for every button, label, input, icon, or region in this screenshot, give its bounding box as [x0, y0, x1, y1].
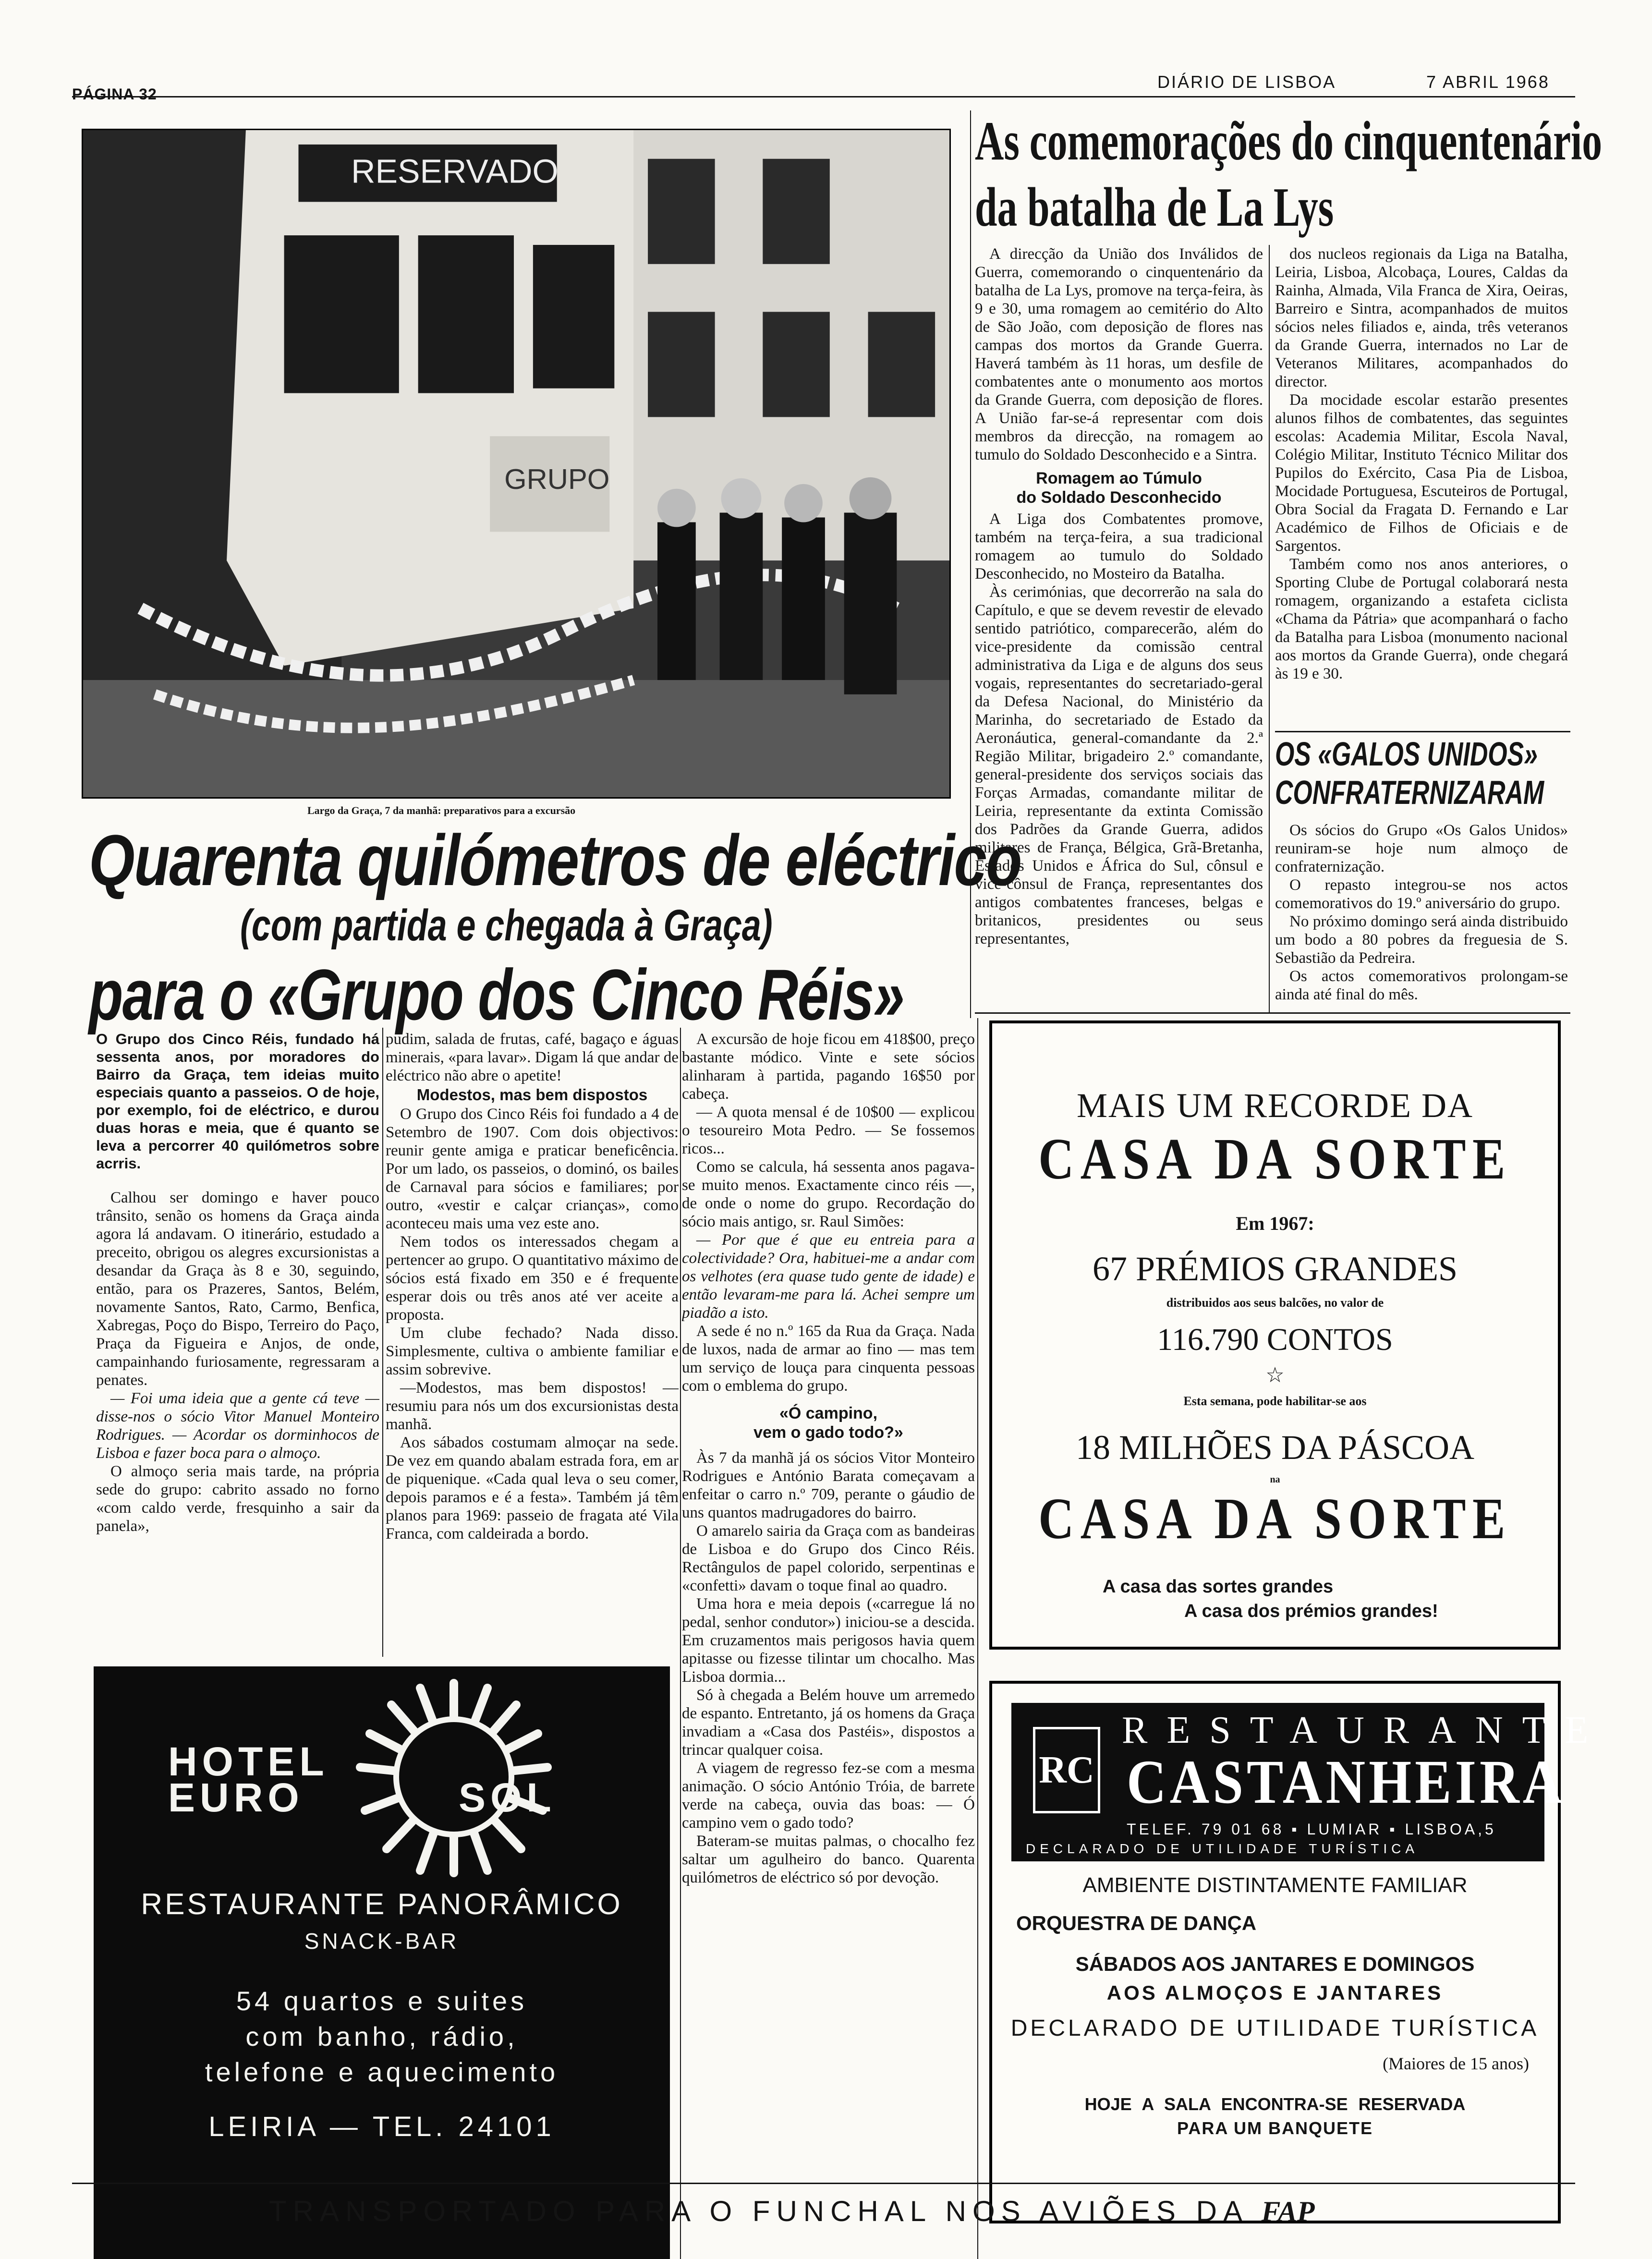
hotel-eurosol-ad	[94, 1666, 670, 2259]
ad-line: DECLARADO DE UTILIDADE TURÍSTICA	[1026, 1841, 1419, 1856]
tram-badge-text: GRUPO	[504, 462, 610, 495]
paragraph: —Modestos, mas bem dispostos! — resumiu para nós um dos excursionistas desta manhã.	[386, 1379, 679, 1433]
ad-phone: TELEF. 79 01 68 ▪ LUMIAR ▪ LISBOA,5	[1127, 1821, 1496, 1838]
hotel-name: EURO	[168, 1775, 304, 1820]
section-rule	[975, 1012, 1570, 1014]
airline-logo: FAP	[1261, 2196, 1315, 2227]
section-rule	[1275, 731, 1570, 732]
paragraph: O amarelo sairia da Graça com as bandeiras de Lisboa e do Grupo dos Cinco Réis. Rectângulos de papel colorido, serpentinas e «confetti» davam o toque final ao quadro.	[682, 1522, 975, 1594]
ad-slogan: A casa das sortes grandes	[1103, 1577, 1334, 1597]
ad-line: SÁBADOS AOS JANTARES E DOMINGOS	[1075, 1953, 1475, 1975]
subheading-line: Romagem ao Túmulo	[1036, 469, 1202, 487]
lys-headline-line: da batalha de La Lys	[975, 177, 1334, 238]
ad-line: distribuidos aos seus balcões, no valor de	[1166, 1296, 1384, 1310]
ad-phone: LEIRIA — TEL. 24101	[208, 2111, 555, 2142]
paragraph: A viagem de regresso fez-se com a mesma animação. O sócio António Tróia, de barrete verde na cabeça, ouvia das boas: — Ó campino vem o gado todo?	[682, 1760, 975, 1832]
column-divider	[970, 110, 971, 1018]
galos-headline-line: OS «GALOS UNIDOS»	[1275, 735, 1538, 773]
paragraph: O Grupo dos Cinco Réis foi fundado a 4 de Setembro de 1907. Com dois objectivos: reunir gente amiga e praticar beneficência. Por um lado, os passeios, o dominó, os bailes de Carnaval para sócios e familiares; por outro, «vestir e calçar crianças», como aconteceu mais uma vez este ano.	[386, 1105, 679, 1232]
ad-line: 18 MILHÕES DA PÁSCOA	[1075, 1428, 1475, 1467]
ad-line: HOJE A SALA ENCONTRA-SE RESERVADA	[1084, 2094, 1466, 2114]
footer-rule	[72, 2183, 1575, 2184]
lys-headline	[975, 108, 1602, 241]
main-headline-line3: para o «Grupo dos Cinco Réis»	[89, 954, 904, 1035]
column-divider	[977, 1018, 978, 2259]
paragraph: Uma hora e meia depois («carregue lá no pedal, senhor condutor») iniciou-se a descida. Em cruzamentos mais perigosos havia quem apitasse ou fizesse tilintar um chocalho. Mas Lisboa dormia...	[682, 1595, 975, 1686]
footer-text: TRANSPORTADO PARA O FUNCHAL NOS AVIÕES DA	[269, 2195, 1247, 2227]
subheading-line: «Ó campino,	[779, 1404, 878, 1422]
ad-line: Esta semana, pode habilitar-se aos	[1183, 1394, 1367, 1408]
paragraph: Bateram-se muitas palmas, o chocalho fez saltar um agulheiro do banco. Quarenta quilómetros de eléctrico só por devoção.	[682, 1833, 975, 1886]
hotel-name: SOL	[459, 1775, 556, 1820]
header-rule	[72, 96, 1575, 97]
section-subheading	[682, 1404, 975, 1442]
ad-details	[94, 1983, 670, 2090]
star-icon: ☆	[1265, 1363, 1285, 1387]
crest-icon	[1033, 1727, 1100, 1813]
ad-line: telefone e aquecimento	[205, 2057, 559, 2087]
paragraph: Calhou ser domingo e haver pouco trânsito, senão os homens da Graça ainda agora lá andavam. O itinerário, estudado a preceito, obrigou os alegres excursionistas a desandar da Graça às 8 e 30, seguindo, então, para os Prazeres, Santos, Belém, novamente Santos, Rato, Carmo, Benfica, Xabregas, Poço do Bispo, Terreiro do Paço, Praça da Figueira e Anjos, de onde, campainhando furiosamente, regressaram a penates.	[96, 1189, 379, 1389]
paragraph: Às 7 da manhã já os sócios Vitor Monteiro Rodrigues e António Barata começavam a enfeitar o carro n.º 709, perante o gáudio de uns quantos madrugadores do bairro.	[682, 1449, 975, 1521]
ad-line: AMBIENTE DISTINTAMENTE FAMILIAR	[1082, 1873, 1468, 1897]
ad-line: com banho, rádio,	[245, 2021, 518, 2052]
paragraph: — Por que é que eu entreia para a colectividade? Ora, habituei-me a andar com os velhotes (era quase tudo gente de idade) e então levaram-me para lá. Achei sempre um piadão a isto.	[682, 1231, 975, 1322]
ad-line: Em 1967:	[1236, 1213, 1314, 1234]
paragraph: Da mocidade escolar estarão presentes alunos filhos de combatentes, das seguintes escolas: Academia Militar, Escola Naval, Colégio Militar, Instituto Técnico Militar dos Pupilos do Exército, Casa Pia de Lisboa, Mocidade Portuguesa, Escuteiros de Portugal, Obra Social da Fragata D. Fernando e Lar Académico de Filhos de Oficiais e de Sargentos.	[1275, 391, 1568, 555]
main-headline-sub: (com partida e chegada à Graça)	[240, 901, 773, 950]
paragraph: A direcção da União dos Inválidos de Guerra, comemorando o cinquentenário da batalha de La Lys, promove na terça-feira, às 9 e 30, uma romagem ao cemitério do Alto de São João, com deposição de flores nas campas dos mortos da Grande Guerra. Haverá também às 11 horas, um desfile de combatentes ante o monumento aos mortos da Grande Guerra, com deposição de flores. A União far-se-á representar com dois membros da direcção, na romagem ao tumulo do Soldado Desconhecido e a Sintra.	[975, 245, 1263, 463]
paragraph: Aos sábados costumam almoçar na sede. De vez em quando abalam estrada fora, em ar de piquenique. «Cada qual leva o seu comer, depois paramos e é a festa». Também já têm planos para 1969: passeio de fragata até Vila Franca, com caldeirada a bordo.	[386, 1434, 679, 1542]
ad-brand: CASTANHEIRA	[1127, 1748, 1566, 1817]
article-column-3	[682, 1030, 975, 2259]
ad-brand: CASA DA SORTE	[1038, 1486, 1512, 1551]
main-headline: Quarenta quilómetros de eléctrico	[89, 820, 1021, 900]
issue-date: 7 ABRIL 1968	[1426, 72, 1550, 92]
paragraph: Os sócios do Grupo «Os Galos Unidos» reuniram-se hoje num almoço de confraternização.	[1275, 822, 1568, 875]
paragraph: — A quota mensal é de 10$00 — explicou o tesoureiro Mota Pedro. — Se fossemos ricos...	[682, 1104, 975, 1157]
paragraph: — Foi uma ideia que a gente cá teve — disse-nos o sócio Vitor Manuel Monteiro Rodrigues. — Acordar os dorminhocos de Lisboa e fazer boca para o almoço.	[96, 1390, 379, 1462]
tram-sign-text: RESERVADO	[351, 152, 559, 190]
ad-line: ORQUESTRA DE DANÇA	[1016, 1912, 1257, 1934]
paragraph: Às cerimónias, que decorrerão na sala do Capítulo, e que se devem revestir de elevado sentido patriótico, comparecerão, além do vice-presidente da comissão central administrativa da Liga e de alguns dos seus vogais, representantes do secretariado-geral da Defesa Nacional, do Ministério da Marinha, do secretariado de Estado da Aeronáutica, general-comandante da 2.ª Região Militar, brigadeiro 2.º comandante, general-presidente dos serviços sociais das Forças Armadas, comandante militar de Leiria, representante da extinta Comissão dos Padrões da Grande Guerra, adidos militares de França, Bélgica, Grã-Bretanha, Estados Unidos e África do Sul, cônsul e vice-cônsul de França, representantes dos antigos combatentes franceses, belgas e britanicos, presidentes ou seus representantes,	[975, 583, 1263, 947]
ad-line: 54 quartos e suites	[236, 1986, 528, 2016]
galos-headline	[1275, 735, 1544, 812]
ad-brand: CASA DA SORTE	[1038, 1127, 1512, 1191]
lys-column-1	[975, 245, 1263, 1011]
paragraph: A sede é no n.º 165 da Rua da Graça. Nada de luxos, nada de armar ao fino — mas tem um serviço de louça para cinquenta pessoas com o emblema do grupo.	[682, 1323, 975, 1395]
paragraph: No próximo domingo será ainda distribuido um bodo a 80 pobres da freguesia de S. Sebastião da Pedreira.	[1275, 913, 1568, 967]
ad-line: AOS ALMOÇOS E JANTARES	[1106, 1981, 1444, 2004]
ad-line: PARA UM BANQUETE	[1177, 2118, 1373, 2138]
galos-column	[1275, 821, 1568, 1013]
paragraph: O almoço seria mais tarde, na própria sede do grupo: cabrito assado no forno «com caldo verde, fresquinho a sair da panela»,	[96, 1463, 379, 1535]
page-number: PÁGINA 32	[72, 85, 157, 103]
tram-photo	[82, 129, 951, 799]
ad-line: RESTAURANTE PANORÂMICO	[141, 1888, 623, 1921]
tram-photo-illustration	[83, 130, 949, 797]
castanheira-banner	[1011, 1703, 1608, 1861]
paragraph: pudim, salada de frutas, café, bagaço e águas minerais, «para lavar». Digam lá que andar de eléctrico não abre o apetite!	[386, 1031, 679, 1084]
article-column-1	[96, 1030, 379, 1654]
article-column-2	[386, 1030, 679, 1659]
ad-slogan: A casa dos prémios grandes!	[1184, 1601, 1438, 1621]
section-subheading: Modestos, mas bem dispostos	[416, 1086, 648, 1104]
ad-line: DECLARADO DE UTILIDADE TURÍSTICA	[1010, 2016, 1540, 2041]
crest-monogram: RC	[1039, 1749, 1094, 1791]
ad-line: 67 PRÉMIOS GRANDES	[1092, 1250, 1458, 1288]
article-lead: O Grupo dos Cinco Réis, fundado há sessenta anos, por moradores do Bairro da Graça, tem ideias muito especiais quanto a passeios. O de hoje, por exemplo, foi de eléctrico, e durou duas horas e meia, que é quanto se leva a percorrer 40 quilómetros sobre acrris.	[96, 1031, 379, 1172]
paragraph: Como se calcula, há sessenta anos pagava-se muito menos. Exactamente cinco réis —, de onde o nome do grupo. Recordação do sócio mais antigo, sr. Raul Simões:	[682, 1158, 975, 1230]
paragraph: O repasto integrou-se nos actos comemorativos do 19.º aniversário do grupo.	[1275, 876, 1568, 912]
ad-line: RESTAURANTE	[1122, 1709, 1608, 1751]
ad-line: na	[1270, 1474, 1280, 1485]
lys-column-2	[1275, 245, 1568, 740]
ad-line: (Maiores de 15 anos)	[1383, 2054, 1529, 2073]
photo-caption: Largo da Graça, 7 da manhã: preparativos para a excursão	[307, 804, 576, 816]
hotel-name: HOTEL	[168, 1739, 329, 1784]
restaurante-castanheira-ad	[989, 1681, 1608, 2223]
section-subheading	[975, 469, 1263, 507]
galos-headline-line: CONFRATERNIZARAM	[1275, 774, 1544, 811]
paragraph: dos nucleos regionais da Liga na Batalha, Leiria, Lisboa, Alcobaça, Loures, Caldas da Rainha, Almada, Vila Franca de Xira, Oeiras, Barreiro e Sintra, acompanhados de muitos sócios neles filiados e, ainda, três veteranos da Grande Guerra, internados no Lar de Veteranos Militares, acompanhados do director.	[1275, 245, 1568, 390]
paragraph: Também como nos anos anteriores, o Sporting Clube de Portugal colaborará nesta romagem, organizando a estafeta ciclista «Chama da Pátria» que acompanhará o facho da Batalha para Lisboa (monumento nacional aos mortos da Grande Guerra), onde chegará às 19 e 30.	[1275, 556, 1568, 682]
column-divider	[382, 1028, 383, 1657]
paragraph: A Liga dos Combatentes promove, também na terça-feira, a sua tradicional romagem ao tumulo do Soldado Desconhecido, no Mosteiro da Batalha.	[975, 510, 1263, 583]
ad-line: MAIS UM RECORDE DA	[1076, 1086, 1474, 1125]
paragraph: Um clube fechado? Nada disso. Simplesmente, cultiva o ambiente familiar e assim sobrevive.	[386, 1324, 679, 1378]
subheading-line: do Soldado Desconhecido	[1016, 488, 1222, 507]
column-divider	[680, 1028, 681, 2259]
newspaper-name: DIÁRIO DE LISBOA	[1157, 72, 1336, 92]
paragraph: A excursão de hoje ficou em 418$00, preço bastante módico. Vinte e sete sócios alinharam à partida, pagando 16$50 por cabeça.	[682, 1031, 975, 1103]
paragraph: Os actos comemorativos prolongam-se ainda até final do mês.	[1275, 968, 1568, 1003]
lys-headline-line: As comemorações do cinquentenário	[975, 110, 1602, 172]
column-divider	[1269, 245, 1270, 1013]
ad-line: 116.790 CONTOS	[1157, 1322, 1393, 1357]
paragraph: Só à chegada a Belém houve um arremedo de espanto. Entretanto, já os homens da Graça invadiam a «Casa dos Pastéis», dispostos a trincar qualquer coisa.	[682, 1687, 975, 1759]
paragraph: Nem todos os interessados chegam a pertencer ao grupo. O quantitativo máximo de sócios está fixado em 350 e é frequente esperar dois ou três anos até ver aceite a proposta.	[386, 1233, 679, 1324]
footer-banner	[269, 2195, 1315, 2228]
subheading-line: vem o gado todo?»	[753, 1423, 903, 1442]
casa-da-sorte-ad	[989, 1020, 1561, 1650]
ad-line: SNACK-BAR	[304, 1929, 460, 1954]
